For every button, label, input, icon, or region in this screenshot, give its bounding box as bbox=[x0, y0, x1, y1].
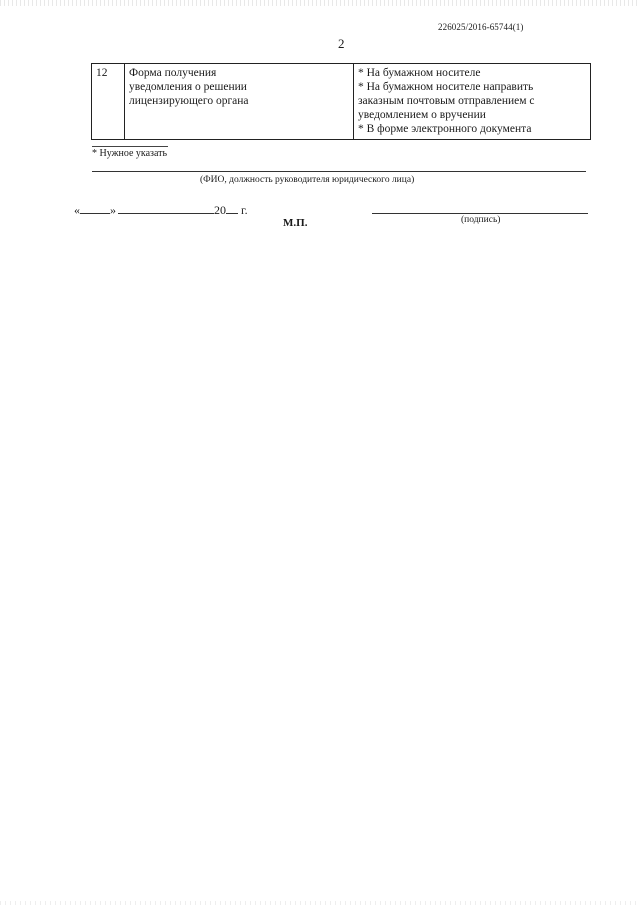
document-id: 226025/2016-65744(1) bbox=[438, 22, 524, 32]
footnote-rule bbox=[92, 146, 168, 147]
date-year-suffix: г. bbox=[241, 203, 248, 217]
page-number: 2 bbox=[338, 36, 345, 51]
fio-caption: (ФИО, должность руководителя юридического лица) bbox=[200, 175, 415, 185]
signature-caption: (подпись) bbox=[461, 215, 501, 225]
date-month-blank bbox=[118, 202, 214, 214]
field-name-line: уведомления о решении bbox=[129, 81, 247, 93]
field-name-line: Форма получения bbox=[129, 67, 217, 79]
table-row bbox=[92, 64, 591, 140]
scan-edge-top bbox=[0, 0, 640, 6]
option-paper-mail-cont: уведомлением о вручении bbox=[358, 109, 486, 121]
application-form-table bbox=[91, 63, 591, 140]
date-year-prefix: 20 bbox=[214, 203, 226, 217]
field-name-line: лицензирующего органа bbox=[129, 95, 249, 107]
options-cell bbox=[354, 64, 591, 140]
date-year-blank bbox=[226, 202, 238, 214]
date-day-blank bbox=[80, 202, 110, 214]
option-paper-mail: * На бумажном носителе направить bbox=[358, 81, 534, 93]
date-close-quote: » bbox=[110, 203, 116, 217]
stamp-label: М.П. bbox=[283, 217, 308, 229]
field-name-cell bbox=[125, 64, 354, 140]
option-paper: * На бумажном носителе bbox=[358, 67, 481, 79]
scan-edge-bottom bbox=[0, 901, 640, 905]
date-line bbox=[74, 202, 248, 218]
signature-line bbox=[372, 213, 588, 214]
option-electronic: * В форме электронного документа bbox=[358, 123, 532, 135]
footnote: * Нужное указать bbox=[92, 148, 168, 159]
date-open-quote: « bbox=[74, 203, 80, 217]
fio-line bbox=[92, 171, 586, 172]
row-number-cell: 12 bbox=[92, 64, 125, 140]
option-paper-mail-cont: заказным почтовым отправлением с bbox=[358, 95, 535, 107]
